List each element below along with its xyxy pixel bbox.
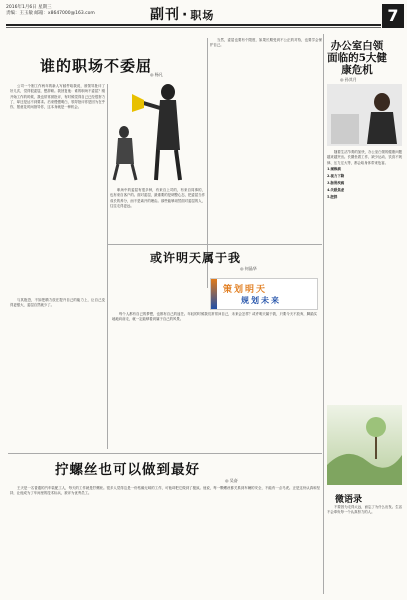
worker-head <box>119 126 129 138</box>
article1-title: 谁的职场不委屈 <box>40 57 153 75</box>
sidebar-item: 1.颈椎病 <box>327 167 341 172</box>
sidebar-landscape-image <box>327 405 402 485</box>
header-editor: 责编：王玉敏 邮箱：x8647000@163.com <box>6 11 95 16</box>
sidebar-body: 随着生活节奏的加快，办公室白领的健康问题越来越突出。长期坐着工作、缺少运动、饮食不规律、压力过大等，都会给身体带来危害。 1.颈椎病 2.视力下降 3.肠胃疾病 4.失眠焦虑 5.肥胖 <box>327 150 402 199</box>
quote-section-body: 不要因为走得太远，而忘了为什么出发。生活不会辜负每一个认真努力的人。 <box>327 505 402 515</box>
sidebar-item: 2.视力下降 <box>327 174 345 179</box>
article1-col4: 与其抱怨，不如把精力放在提升自己的能力上，让自己变得更强大，委屈自然就少了。 <box>10 298 105 308</box>
section-separator: · <box>182 7 189 23</box>
plan-sticker-image <box>210 278 318 310</box>
section-rule <box>108 244 322 245</box>
article1-col2: 职场中的委屈有很多种，有来自上司的，有来自同事的，也有来自客户的。面对委屈，最重要的是调整心态，把委屈当作成长的养分，而不是离开的理由。那些能够坦然面对委屈的人，往往走得更远。 <box>110 188 205 208</box>
sticker-stripe <box>211 279 217 309</box>
boss-legs <box>156 150 180 180</box>
column-divider <box>323 34 324 594</box>
sidebar-item: 5.肥胖 <box>327 194 338 199</box>
sidebar-item: 3.肠胃疾病 <box>327 180 345 185</box>
article3-byline: ◎ 吴奋 <box>225 478 238 483</box>
tree-crown <box>366 417 386 437</box>
page-number: 7 <box>382 4 404 28</box>
sidebar-item: 4.失眠焦虑 <box>327 187 345 192</box>
boss-head <box>161 84 175 100</box>
woman-body <box>367 112 397 144</box>
article2-body: 每个人都有自己的梦想，也都有自己的迷茫。年轻的时候我们常常问自己，未来会怎样？或许明天属于我，只要今天不放弃，脚踏实地地向前走，就一定能够看到属于自己的风景。 <box>112 312 317 322</box>
section-rule <box>8 453 322 454</box>
section-title <box>150 4 214 24</box>
column-divider <box>107 84 108 449</box>
article3-title: 拧螺丝也可以做到最好 <box>55 462 200 478</box>
article1-col3: 当然，委屈也要有个限度，如果长期受到不公正的对待，也要学会保护自己。 <box>210 38 322 48</box>
header-rule <box>6 24 381 26</box>
article2-byline: ◎ 何晶华 <box>240 266 257 271</box>
worker-body <box>116 138 134 164</box>
computer-screen <box>331 114 359 144</box>
header-meta <box>6 5 95 17</box>
article2-title: 或许明天属于我 <box>150 251 242 265</box>
sidebar-byline: ◎ 孙其月 <box>340 77 357 82</box>
sticker-line2: 规划未来 <box>241 296 281 305</box>
section-name: 副刊 <box>150 7 180 23</box>
quote-section-title: 微语录 <box>335 495 363 505</box>
article1-byline: ◎ 杨凡 <box>150 72 163 77</box>
sidebar-photo-headache <box>327 84 402 146</box>
subsection-name: 职场 <box>190 9 215 22</box>
article3-body: 王天是一名普通的汽车装配工人，每天的工作就是拧螺丝。很多人觉得这是一份枯燥无味的工作，可他却把它做到了极致。他说，每一颗螺丝都关系到车辆的安全，不能有一点马虎。正是这份认真和坚持，让他成为了车间里的技术标兵，被评为优秀员工。 <box>10 486 320 496</box>
article1-illustration <box>110 80 185 185</box>
worker-legs <box>114 164 136 180</box>
sidebar-title: 办公室白领面临的5大健康危机 <box>327 40 387 76</box>
megaphone-icon <box>132 94 144 112</box>
header-date: 2016年1月6日 星期三 <box>6 5 52 10</box>
sticker-line1: 策划明天 <box>223 285 268 295</box>
page-header <box>0 0 407 30</box>
header-rule-thin <box>6 27 381 28</box>
article1-col1: 公司一个刚工作两年的新人写邮件给我说，被领导批评了好几次，觉得很委屈，想辞职。我回复他：谁的职场不委屈？刚开始工作的时候，我也常常被批评，有时候觉得自己已经很努力了，却还是达不到要求。后来慢慢明白，领导批评你是因为在乎你，愿意花时间指导你，这本身就是一种机会。 <box>10 84 105 110</box>
woman-head <box>374 93 390 111</box>
